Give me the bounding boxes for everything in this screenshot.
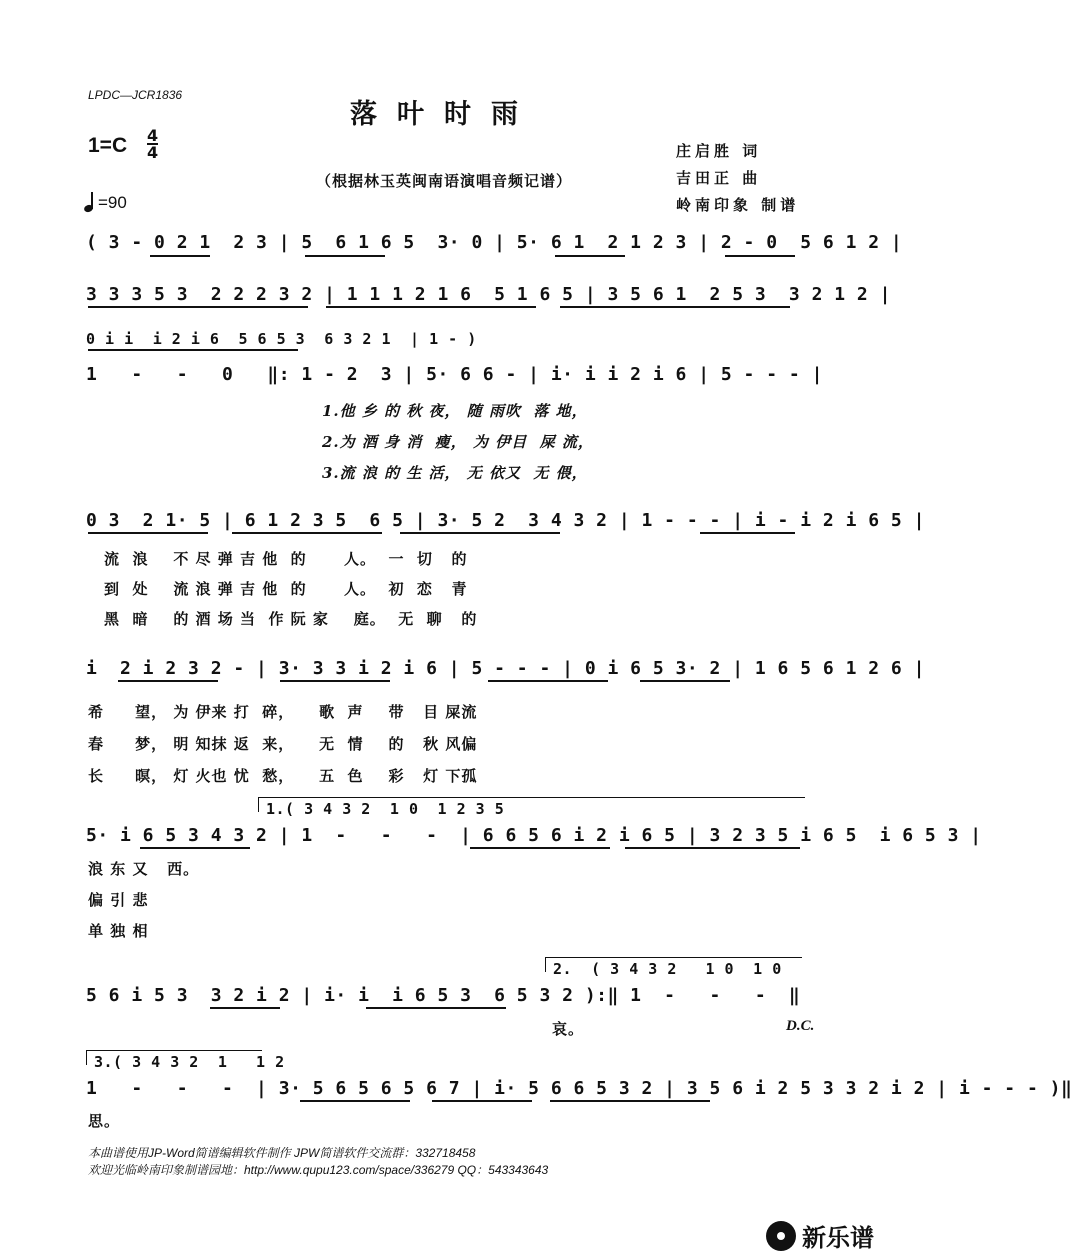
lyric-verse-2-line-1: 2.为 酒 身 消 瘦， 为 伊目 屎 流， (322, 433, 594, 451)
lyric-verse-3-line-1: 3.流 浪 的 生 活， 无 依又 无 偎， (322, 464, 588, 482)
tempo-marking (84, 190, 127, 213)
beam-line (280, 680, 390, 682)
lyric-verse-1-line-2: 流 浪 不 尽 弹 吉 他 的 人。 一 切 的 (104, 550, 468, 568)
footer-software-note: 本曲谱使用JP-Word简谱编辑软件制作 JPW简谱软件交流群：332718458 (88, 1146, 476, 1160)
music-row-5: i 2 i 2 3 2 - | 3· 3 3 i 2 i 6 | 5 - - - | 0 i 6 5 3· 2 | 1 6 5 6 1 2 6 | (86, 658, 925, 679)
lyric-verse-3-line-2: 黑 暗 的 酒 场 当 作 阮 家 庭。 无 聊 的 (104, 610, 478, 628)
volta-3-interlude: 3.( 3 4 3 2 1 1 2 (94, 1053, 285, 1071)
beam-line (118, 680, 218, 682)
beam-line (88, 306, 308, 308)
volta-2-interlude: 2. ( 3 4 3 2 1 0 1 0 (553, 960, 782, 978)
beam-line (725, 255, 795, 257)
lyric-verse-2-line-3: 春 梦， 明 知抹 返 来， 无 情 的 秋 风偏 (88, 735, 478, 753)
da-capo-marking: D.C. (786, 1018, 815, 1034)
music-row-2: 3 3 3 5 3 2 2 2 3 2 | 1 1 1 2 1 6 5 1 6 5 | 3 5 6 1 2 5 3 3 2 1 2 | (86, 284, 891, 305)
lyric-ending-3: 思。 (88, 1112, 121, 1130)
volta-1-interlude: 1.( 3 4 3 2 1 0 1 2 3 5 (266, 800, 505, 818)
lyric-ending-2: 哀。 (552, 1020, 585, 1038)
lyric-verse-3-line-4: 单 独 相 (88, 922, 149, 940)
lyric-verse-1-line-1: 1.他 乡 的 秋 夜， 随 雨吹 落 地， (322, 402, 588, 420)
beam-line (560, 306, 790, 308)
arranger-credit: 岭南印象 制谱 (676, 196, 800, 214)
lyric-verse-2-line-2: 到 处 流 浪 弹 吉 他 的 人。 初 恋 青 (104, 580, 468, 598)
beam-line (700, 532, 795, 534)
beam-line (140, 847, 250, 849)
time-signature-top: 4 (147, 126, 159, 145)
footer-website-note: 欢迎光临岭南印象制谱园地：http://www.qupu123.com/space/336279 QQ：543343643 (88, 1163, 549, 1177)
music-row-4: 0 3 2 1· 5 | 6 1 2 3 5 6 5 | 3· 5 2 3 4 3 2 | 1 - - - | i - i 2 i 6 5 | (86, 510, 925, 531)
beam-line (550, 1100, 710, 1102)
beam-line (625, 847, 800, 849)
beam-line (150, 255, 210, 257)
music-row-6: 5· i 6 5 3 4 3 2 | 1 - - - | 6 6 5 6 i 2 i 6 5 | 3 2 3 5 i 6 5 i 6 5 3 | (86, 825, 982, 846)
beam-line (470, 847, 610, 849)
vinyl-disc-icon (766, 1221, 796, 1251)
beam-line (366, 1007, 506, 1009)
music-row-3-upper: 0 i i i 2 i 6 5 6 5 3 6 3 2 1 | 1 - ) (86, 330, 477, 348)
lyric-verse-3-line-3: 长 暝， 灯 火也 忧 愁， 五 色 彩 灯 下孤 (88, 767, 478, 785)
music-row-1: ( 3 - 0 2 1 2 3 | 5 6 1 6 5 3· 0 | 5· 6 1 2 1 2 3 | 2 - 0 5 6 1 2 | (86, 232, 903, 253)
beam-line (400, 532, 560, 534)
time-signature-bottom: 4 (147, 143, 159, 162)
site-logo (766, 1218, 874, 1253)
beam-line (326, 306, 536, 308)
quarter-note-icon (84, 190, 96, 212)
beam-line (210, 1007, 280, 1009)
beam-line (305, 255, 385, 257)
lyricist-credit: 庄启胜 词 (676, 142, 762, 160)
beam-line (555, 255, 625, 257)
beam-line (488, 680, 608, 682)
music-row-7: 5 6 i 5 3 3 2 i 2 | i· i i 6 5 3 6 5 3 2 ):‖ 1 - - - ‖ (86, 985, 801, 1006)
beam-line (232, 532, 382, 534)
lyric-verse-2-line-4: 偏 引 悲 (88, 891, 149, 909)
score-code: LPDC—JCR1836 (88, 88, 183, 102)
beam-line (88, 349, 298, 351)
site-logo-text: 新乐谱 (802, 1224, 874, 1252)
beam-line (88, 532, 208, 534)
beam-line (640, 680, 730, 682)
lyric-verse-1-line-4: 浪 东 又 西。 (88, 860, 200, 878)
lyric-verse-1-line-3: 希 望， 为 伊来 打 碎， 歌 声 带 目 屎流 (88, 703, 478, 721)
music-row-8: 1 - - - | 3· 5 6 5 6 5 6 7 | i· 5 6 6 5 3 2 | 3 5 6 i 2 5 3 3 2 i 2 | i - - - )‖ (86, 1078, 1072, 1099)
composer-credit: 吉田正 曲 (676, 169, 762, 187)
page-title: 落叶时雨 (350, 99, 538, 130)
beam-line (432, 1100, 532, 1102)
time-signature (147, 128, 158, 160)
beam-line (300, 1100, 410, 1102)
music-row-3-lower: 1 - - 0 ‖: 1 - 2 3 | 5· 6 6 - | i· i i 2 i 6 | 5 - - - | (86, 364, 823, 385)
subtitle: （根据林玉英闽南语演唱音频记谱） (315, 172, 572, 190)
tempo-value: =90 (98, 193, 127, 212)
key-signature: 1=C (88, 134, 128, 157)
